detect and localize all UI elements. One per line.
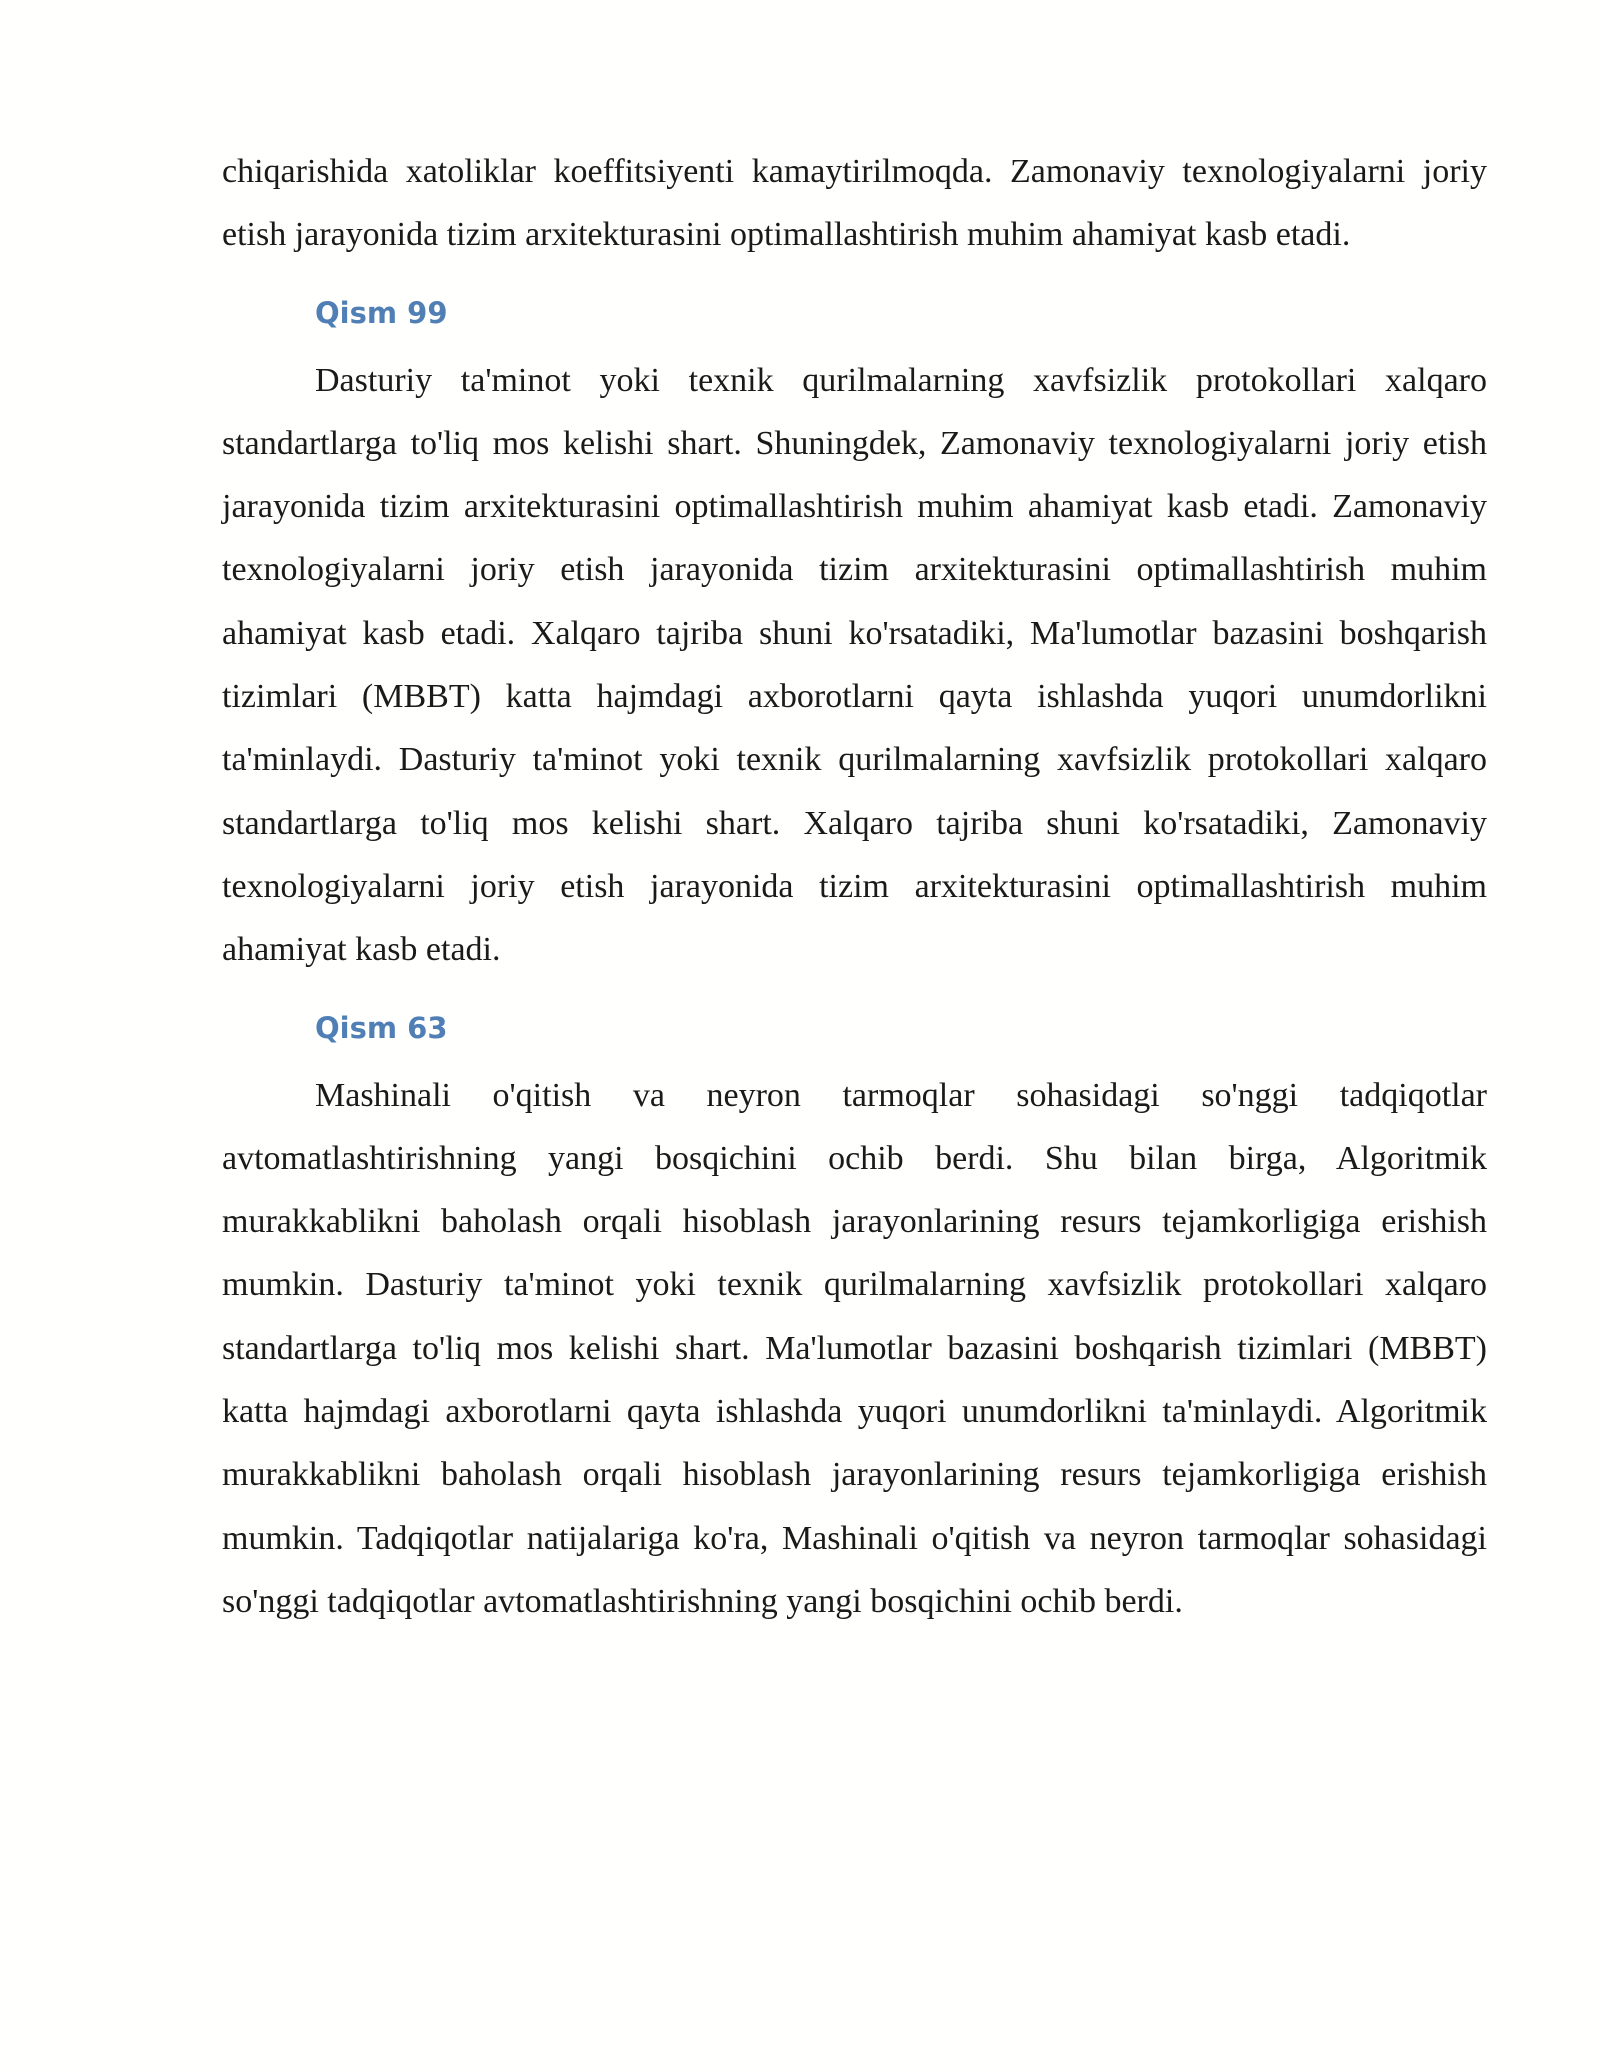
- section-heading-qism-63: Qism 63: [315, 1010, 448, 1045]
- page-content: [222, 140, 1487, 1633]
- section-heading-qism-99: Qism 99: [315, 295, 448, 330]
- section-paragraph-qism-63: Mashinali o'qitish va neyron tarmoqlar sohasidagi so'nggi tadqiqotlar avtomatlashtirishning yangi bosqichini ochib berdi. Shu bilan birga, Algoritmik murakkablikni baholash orqali hisoblash jarayonlarining resurs tejamkorligiga erishish mumkin. Dasturiy ta'minot yoki texnik qurilmalarning xavfsizlik protokollari xalqaro standartlarga to'liq mos kelishi shart. Ma'lumotlar bazasini boshqarish tizimlari (MBBT) katta hajmdagi axborotlarni qayta ishlashda yuqori unumdorlikni ta'minlaydi. Algoritmik murakkablikni baholash orqali hisoblash jarayonlarining resurs tejamkorligiga erishish mumkin. Tadqiqotlar natijalariga ko'ra, Mashinali o'qitish va neyron tarmoqlar sohasidagi so'nggi tadqiqotlar avtomatlashtirishning yangi bosqichini ochib berdi.: [222, 1076, 1487, 1620]
- section-paragraph-qism-99: Dasturiy ta'minot yoki texnik qurilmalarning xavfsizlik protokollari xalqaro standartlarga to'liq mos kelishi shart. Shuningdek, Zamonaviy texnologiyalarni joriy etish jarayonida tizim arxitekturasini optimallashtirish muhim ahamiyat kasb etadi. Zamonaviy texnologiyalarni joriy etish jarayonida tizim arxitekturasini optimallashtirish muhim ahamiyat kasb etadi. Xalqaro tajriba shuni ko'rsatadiki, Ma'lumotlar bazasini boshqarish tizimlari (MBBT) katta hajmdagi axborotlarni qayta ishlashda yuqori unumdorlikni ta'minlaydi. Dasturiy ta'minot yoki texnik qurilmalarning xavfsizlik protokollari xalqaro standartlarga to'liq mos kelishi shart. Xalqaro tajriba shuni ko'rsatadiki, Zamonaviy texnologiyalarni joriy etish jarayonida tizim arxitekturasini optimallashtirish muhim ahamiyat kasb etadi.: [222, 361, 1487, 969]
- continued-paragraph: chiqarishida xatoliklar koeffitsiyenti kamaytirilmoqda. Zamonaviy texnologiyalarni joriy etish jarayonida tizim arxitekturasini optimallashtirish muhim ahamiyat kasb etadi.: [222, 153, 1487, 254]
